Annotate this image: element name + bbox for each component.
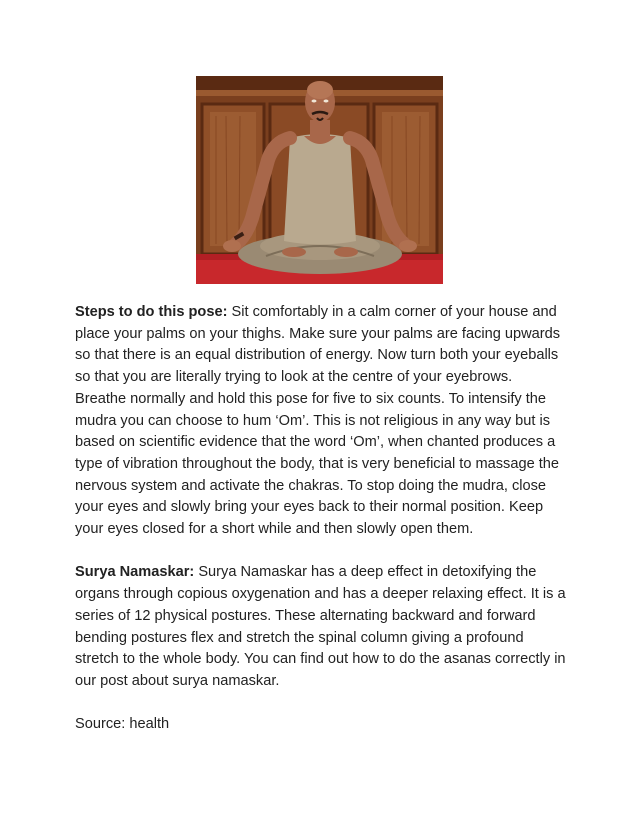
surya-namaskar-body: Surya Namaskar has a deep effect in detoxifying the organs through copious oxygenation and has a deeper relaxing effect. It is a series of 12 physical postures. These alternating backward and forward bending postures flex and stretch the spinal column giving a profound stretch to the whole body. You can find out how to do the asanas correctly in our post about surya namaskar. (75, 564, 566, 689)
meditation-photo (196, 76, 443, 284)
steps-body: Sit comfortably in a calm corner of your house and place your palms on your thighs. Make sure your palms are facing upwards so that there is an equal distribution of energy. Now turn both your eyeballs so that you are literally trying to look at the centre of your eyebrows. Breathe normally and hold this pose for five to six counts. To intensify the mudra you can choose to hum ‘Om’. This is not religious in any way but is based on scientific evidence that the word ‘Om’, when chanted produces a type of vibration throughout the body, that is very beneficial to massage the nervous system and activate the chakras. To stop doing the mudra, close your eyes and slowly bring your eyes back to their normal position. Keep your eyes closed for a short while and then slowly open them. (75, 304, 561, 538)
steps-paragraph (75, 302, 567, 541)
surya-namaskar-paragraph (75, 562, 567, 692)
source-line: Source: health (75, 716, 170, 733)
surya-namaskar-heading: Surya Namaskar: (75, 564, 195, 581)
steps-heading: Steps to do this pose: (75, 304, 228, 320)
article-text (75, 302, 567, 758)
